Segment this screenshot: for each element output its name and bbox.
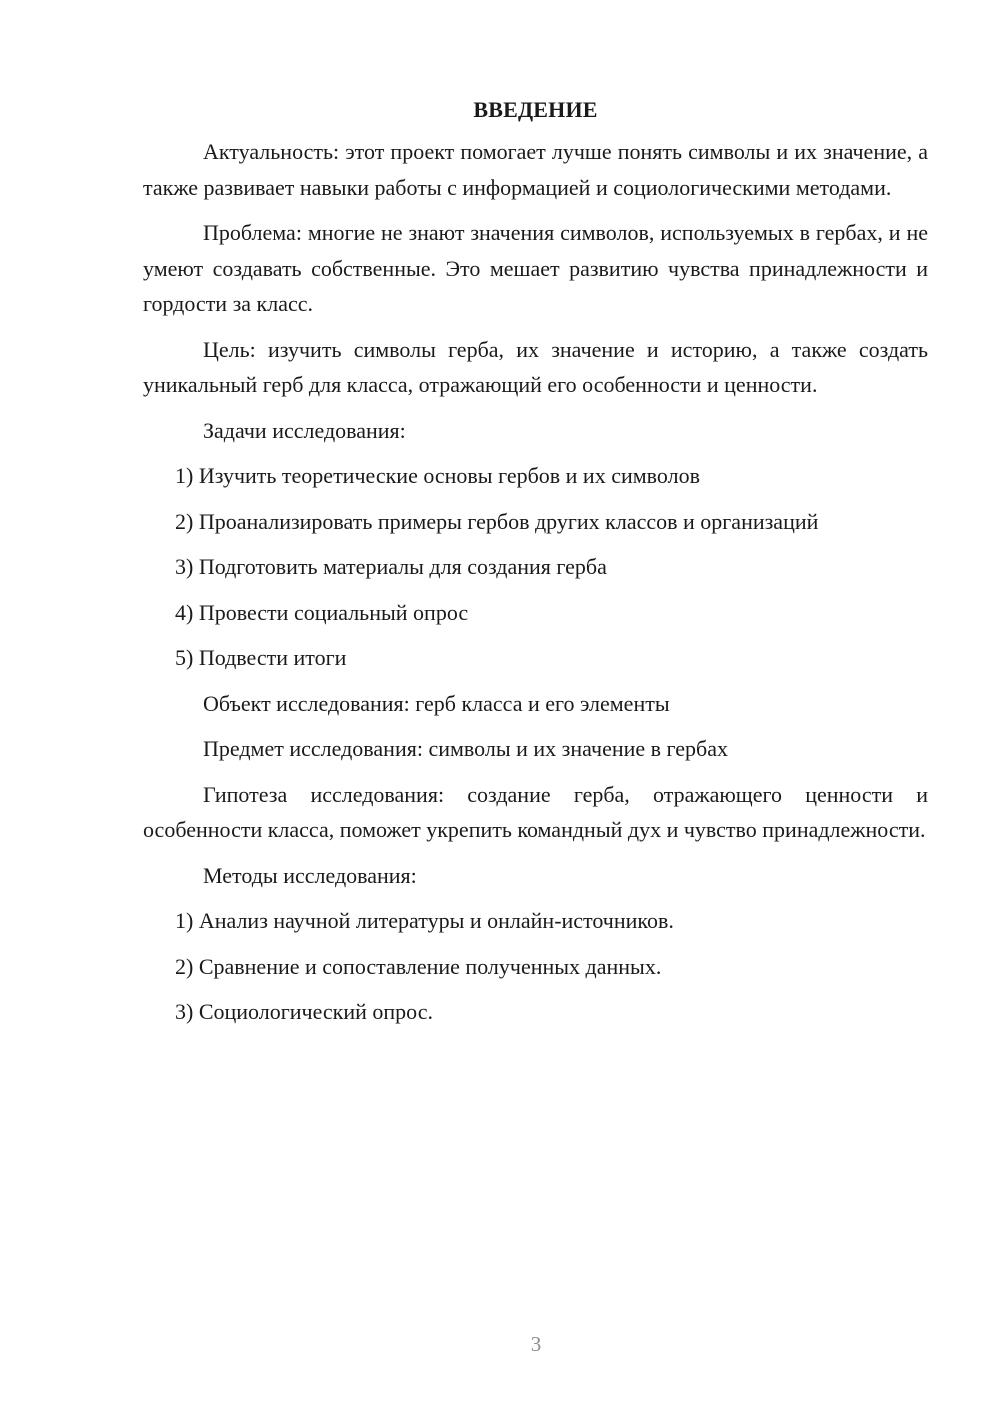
hypothesis-paragraph: Гипотеза исследования: создание герба, отражающего ценности и особенности класса, поможет укрепить командный дух и чувство принадлежности. — [143, 781, 928, 842]
task-item: 2) Проанализировать примеры гербов других классов и организаций — [175, 508, 819, 534]
problem-paragraph: Проблема: многие не знают значения символов, используемых в гербах, и не умеют создавать собственные. Это мешает развитию чувства принадлежности и гордости за класс. — [143, 220, 928, 316]
document-page — [143, 92, 928, 1040]
task-item: 3) Подготовить материалы для создания герба — [175, 554, 607, 579]
method-item: 1) Анализ научной литературы и онлайн-источников. — [175, 908, 674, 933]
task-item: 5) Подвести итоги — [175, 645, 347, 670]
method-item: 3) Социологический опрос. — [175, 999, 433, 1024]
relevance-paragraph: Актуальность: этот проект помогает лучше понять символы и их значение, а также развивает навыки работы с информацией и социологическими методами. — [143, 139, 928, 200]
page-number: 3 — [530, 1332, 542, 1356]
tasks-heading: Задачи исследования: — [203, 417, 406, 443]
section-title: ВВЕДЕНИЕ — [473, 97, 598, 122]
task-item: 1) Изучить теоретические основы гербов и их символов — [175, 463, 700, 488]
research-object: Объект исследования: герб класса и его элементы — [203, 690, 670, 716]
method-item: 2) Сравнение и сопоставление полученных данных. — [175, 953, 662, 979]
task-item: 4) Провести социальный опрос — [175, 599, 469, 625]
research-subject: Предмет исследования: символы и их значение в гербах — [203, 736, 728, 761]
goal-paragraph: Цель: изучить символы герба, их значение и историю, а также создать уникальный герб для класса, отражающий его особенности и ценности. — [143, 336, 928, 397]
methods-heading: Методы исследования: — [203, 862, 417, 888]
